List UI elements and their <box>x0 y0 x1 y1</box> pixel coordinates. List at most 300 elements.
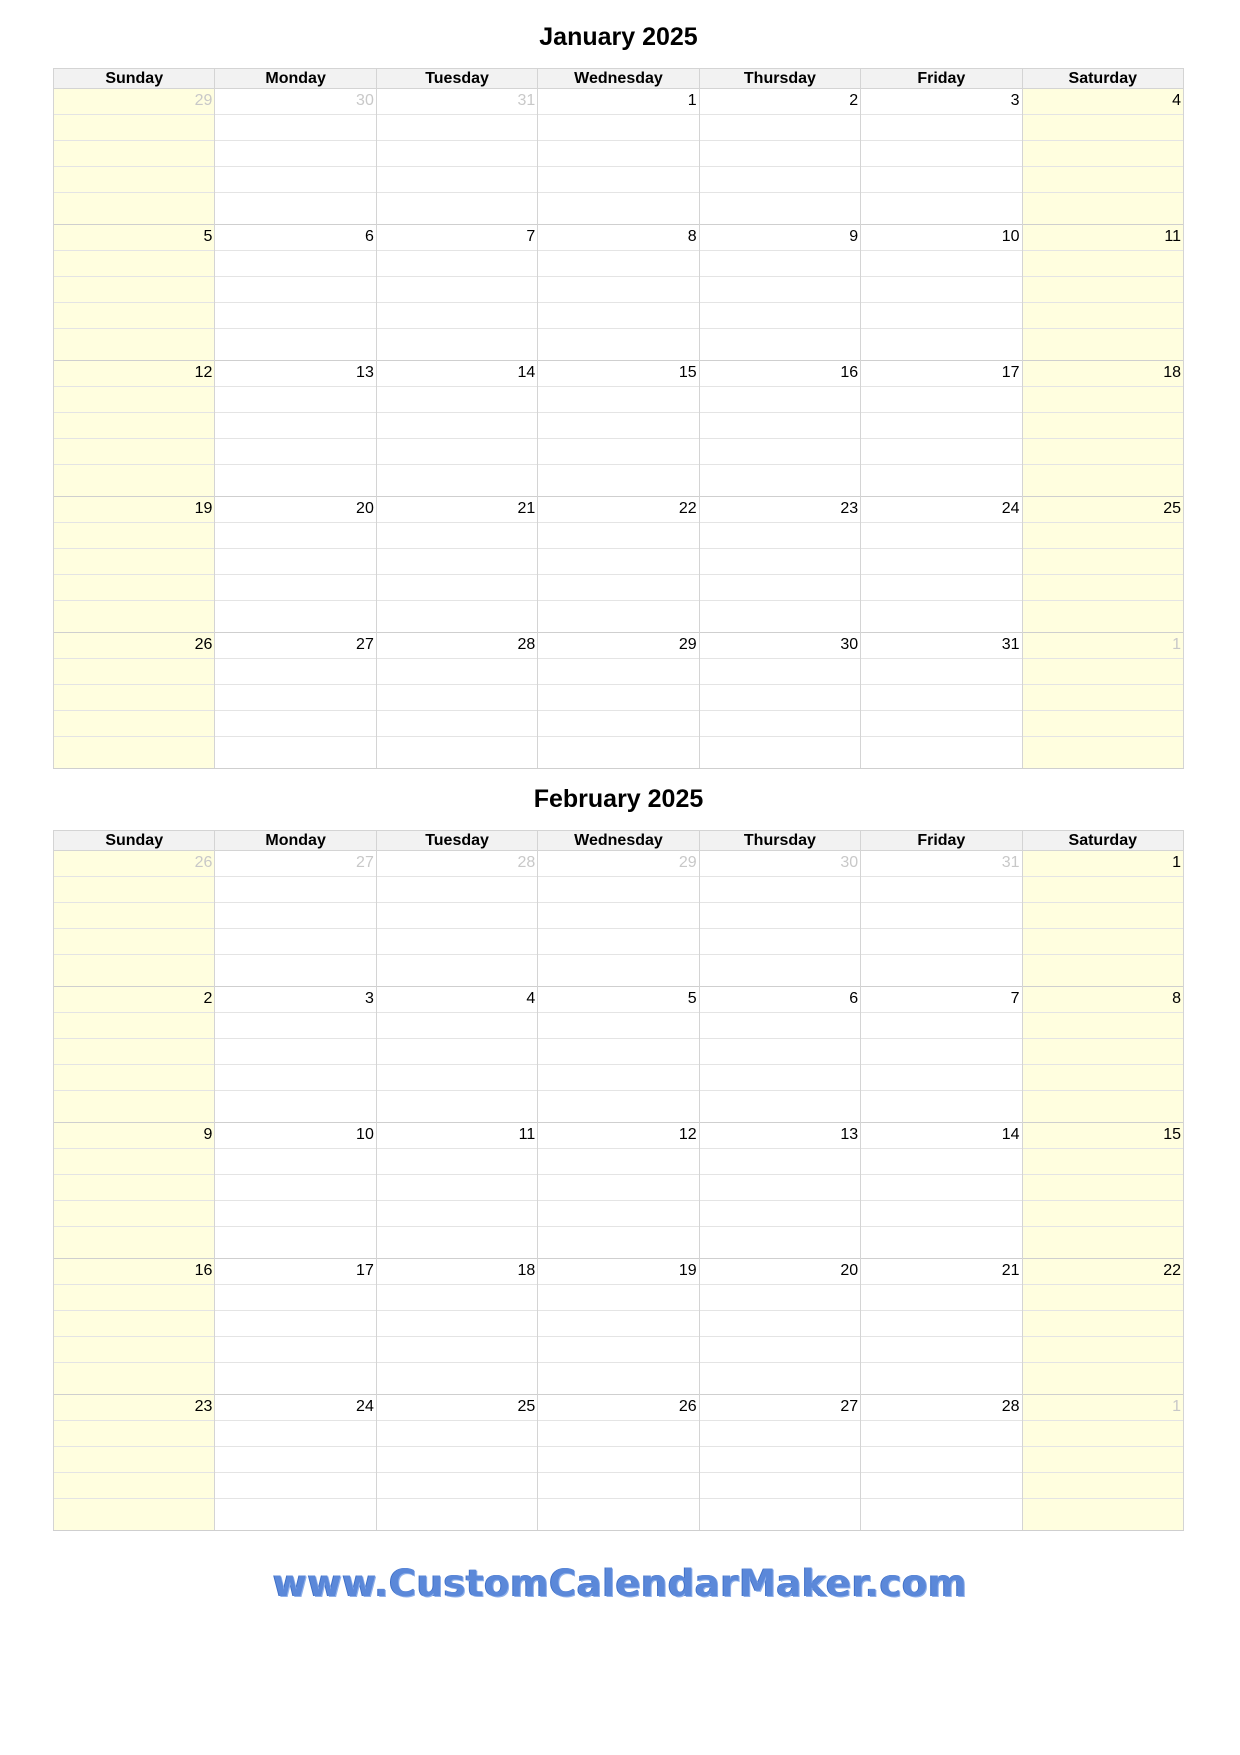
day-cell[interactable] <box>538 89 699 115</box>
note-cell[interactable] <box>376 465 537 497</box>
note-cell[interactable] <box>699 1227 860 1259</box>
note-cell[interactable] <box>1022 1311 1183 1337</box>
note-cell[interactable] <box>538 1065 699 1091</box>
note-cell[interactable] <box>376 523 537 549</box>
note-cell[interactable] <box>861 737 1022 769</box>
day-cell[interactable] <box>376 361 537 387</box>
note-cell[interactable] <box>1022 1149 1183 1175</box>
note-cell[interactable] <box>215 1013 376 1039</box>
day-cell[interactable] <box>1022 987 1183 1013</box>
day-cell[interactable] <box>538 1395 699 1421</box>
note-cell[interactable] <box>1022 1499 1183 1531</box>
note-cell[interactable] <box>699 737 860 769</box>
note-cell[interactable] <box>699 1013 860 1039</box>
note-cell[interactable] <box>215 1201 376 1227</box>
day-cell[interactable] <box>215 633 376 659</box>
note-cell[interactable] <box>538 251 699 277</box>
note-cell[interactable] <box>699 115 860 141</box>
note-cell[interactable] <box>1022 929 1183 955</box>
note-cell[interactable] <box>861 1447 1022 1473</box>
note-cell[interactable] <box>54 251 215 277</box>
note-cell[interactable] <box>376 877 537 903</box>
note-cell[interactable] <box>861 193 1022 225</box>
note-cell[interactable] <box>699 1091 860 1123</box>
note-cell[interactable] <box>699 303 860 329</box>
note-cell[interactable] <box>215 711 376 737</box>
note-cell[interactable] <box>699 601 860 633</box>
day-cell[interactable] <box>54 987 215 1013</box>
note-cell[interactable] <box>699 1175 860 1201</box>
day-cell[interactable] <box>538 987 699 1013</box>
note-cell[interactable] <box>699 251 860 277</box>
note-cell[interactable] <box>215 167 376 193</box>
note-cell[interactable] <box>1022 1473 1183 1499</box>
day-cell[interactable] <box>1022 497 1183 523</box>
note-cell[interactable] <box>376 1201 537 1227</box>
day-cell[interactable] <box>699 1395 860 1421</box>
note-cell[interactable] <box>1022 1337 1183 1363</box>
note-cell[interactable] <box>54 1091 215 1123</box>
note-cell[interactable] <box>376 1421 537 1447</box>
note-cell[interactable] <box>215 387 376 413</box>
note-cell[interactable] <box>54 277 215 303</box>
note-cell[interactable] <box>215 277 376 303</box>
note-cell[interactable] <box>1022 877 1183 903</box>
note-cell[interactable] <box>1022 1175 1183 1201</box>
note-cell[interactable] <box>538 955 699 987</box>
note-cell[interactable] <box>538 1285 699 1311</box>
note-cell[interactable] <box>1022 1065 1183 1091</box>
note-cell[interactable] <box>861 115 1022 141</box>
note-cell[interactable] <box>376 1363 537 1395</box>
note-cell[interactable] <box>861 1039 1022 1065</box>
note-cell[interactable] <box>54 1013 215 1039</box>
note-cell[interactable] <box>538 575 699 601</box>
note-cell[interactable] <box>376 1175 537 1201</box>
note-cell[interactable] <box>215 1337 376 1363</box>
note-cell[interactable] <box>376 387 537 413</box>
note-cell[interactable] <box>54 1363 215 1395</box>
note-cell[interactable] <box>538 1421 699 1447</box>
note-cell[interactable] <box>538 193 699 225</box>
note-cell[interactable] <box>538 277 699 303</box>
note-cell[interactable] <box>54 1473 215 1499</box>
note-cell[interactable] <box>699 929 860 955</box>
note-cell[interactable] <box>215 1091 376 1123</box>
note-cell[interactable] <box>861 1091 1022 1123</box>
note-cell[interactable] <box>215 1285 376 1311</box>
note-cell[interactable] <box>376 1149 537 1175</box>
day-cell[interactable] <box>1022 1395 1183 1421</box>
note-cell[interactable] <box>215 1149 376 1175</box>
note-cell[interactable] <box>215 877 376 903</box>
note-cell[interactable] <box>376 167 537 193</box>
day-cell[interactable] <box>861 851 1022 877</box>
note-cell[interactable] <box>538 1473 699 1499</box>
day-cell[interactable] <box>54 497 215 523</box>
note-cell[interactable] <box>861 575 1022 601</box>
day-cell[interactable] <box>215 1395 376 1421</box>
note-cell[interactable] <box>54 549 215 575</box>
day-cell[interactable] <box>1022 361 1183 387</box>
day-cell[interactable] <box>861 497 1022 523</box>
day-cell[interactable] <box>538 225 699 251</box>
note-cell[interactable] <box>1022 1013 1183 1039</box>
note-cell[interactable] <box>215 601 376 633</box>
note-cell[interactable] <box>538 929 699 955</box>
note-cell[interactable] <box>861 439 1022 465</box>
note-cell[interactable] <box>376 303 537 329</box>
day-cell[interactable] <box>376 1259 537 1285</box>
note-cell[interactable] <box>538 1013 699 1039</box>
note-cell[interactable] <box>538 1039 699 1065</box>
day-cell[interactable] <box>54 851 215 877</box>
note-cell[interactable] <box>376 601 537 633</box>
day-cell[interactable] <box>54 361 215 387</box>
note-cell[interactable] <box>54 167 215 193</box>
note-cell[interactable] <box>215 465 376 497</box>
note-cell[interactable] <box>538 903 699 929</box>
note-cell[interactable] <box>699 1311 860 1337</box>
note-cell[interactable] <box>861 1065 1022 1091</box>
note-cell[interactable] <box>1022 1091 1183 1123</box>
note-cell[interactable] <box>699 685 860 711</box>
note-cell[interactable] <box>215 1311 376 1337</box>
note-cell[interactable] <box>861 1013 1022 1039</box>
note-cell[interactable] <box>376 1065 537 1091</box>
note-cell[interactable] <box>861 929 1022 955</box>
note-cell[interactable] <box>54 1285 215 1311</box>
day-cell[interactable] <box>1022 89 1183 115</box>
note-cell[interactable] <box>699 413 860 439</box>
note-cell[interactable] <box>699 167 860 193</box>
note-cell[interactable] <box>376 1311 537 1337</box>
day-cell[interactable] <box>215 497 376 523</box>
note-cell[interactable] <box>54 141 215 167</box>
note-cell[interactable] <box>54 439 215 465</box>
note-cell[interactable] <box>54 465 215 497</box>
day-cell[interactable] <box>538 497 699 523</box>
note-cell[interactable] <box>699 659 860 685</box>
note-cell[interactable] <box>538 1311 699 1337</box>
note-cell[interactable] <box>54 523 215 549</box>
note-cell[interactable] <box>376 1039 537 1065</box>
note-cell[interactable] <box>861 1175 1022 1201</box>
note-cell[interactable] <box>54 685 215 711</box>
note-cell[interactable] <box>861 1285 1022 1311</box>
day-cell[interactable] <box>861 89 1022 115</box>
note-cell[interactable] <box>376 711 537 737</box>
note-cell[interactable] <box>538 413 699 439</box>
note-cell[interactable] <box>376 1013 537 1039</box>
note-cell[interactable] <box>54 955 215 987</box>
note-cell[interactable] <box>54 737 215 769</box>
note-cell[interactable] <box>538 1149 699 1175</box>
day-cell[interactable] <box>376 1395 537 1421</box>
note-cell[interactable] <box>861 1421 1022 1447</box>
note-cell[interactable] <box>54 1499 215 1531</box>
note-cell[interactable] <box>54 1175 215 1201</box>
day-cell[interactable] <box>54 89 215 115</box>
note-cell[interactable] <box>376 955 537 987</box>
note-cell[interactable] <box>215 439 376 465</box>
day-cell[interactable] <box>1022 225 1183 251</box>
note-cell[interactable] <box>1022 1447 1183 1473</box>
note-cell[interactable] <box>215 1421 376 1447</box>
note-cell[interactable] <box>861 413 1022 439</box>
day-cell[interactable] <box>54 1123 215 1149</box>
note-cell[interactable] <box>376 549 537 575</box>
note-cell[interactable] <box>1022 685 1183 711</box>
note-cell[interactable] <box>215 1473 376 1499</box>
note-cell[interactable] <box>1022 277 1183 303</box>
note-cell[interactable] <box>376 413 537 439</box>
note-cell[interactable] <box>1022 737 1183 769</box>
note-cell[interactable] <box>1022 1039 1183 1065</box>
note-cell[interactable] <box>861 1473 1022 1499</box>
day-cell[interactable] <box>1022 633 1183 659</box>
note-cell[interactable] <box>1022 659 1183 685</box>
note-cell[interactable] <box>54 1421 215 1447</box>
day-cell[interactable] <box>215 851 376 877</box>
note-cell[interactable] <box>861 877 1022 903</box>
website-link[interactable]: www.CustomCalendarMaker.com <box>272 1562 968 1605</box>
day-cell[interactable] <box>699 497 860 523</box>
note-cell[interactable] <box>699 1499 860 1531</box>
note-cell[interactable] <box>1022 413 1183 439</box>
note-cell[interactable] <box>376 277 537 303</box>
note-cell[interactable] <box>699 1065 860 1091</box>
day-cell[interactable] <box>376 987 537 1013</box>
note-cell[interactable] <box>1022 303 1183 329</box>
note-cell[interactable] <box>376 193 537 225</box>
day-cell[interactable] <box>538 851 699 877</box>
note-cell[interactable] <box>376 1473 537 1499</box>
note-cell[interactable] <box>215 193 376 225</box>
day-cell[interactable] <box>861 1123 1022 1149</box>
note-cell[interactable] <box>538 1175 699 1201</box>
note-cell[interactable] <box>861 387 1022 413</box>
note-cell[interactable] <box>376 685 537 711</box>
note-cell[interactable] <box>861 685 1022 711</box>
note-cell[interactable] <box>1022 903 1183 929</box>
note-cell[interactable] <box>1022 141 1183 167</box>
day-cell[interactable] <box>699 851 860 877</box>
note-cell[interactable] <box>861 1499 1022 1531</box>
day-cell[interactable] <box>54 633 215 659</box>
note-cell[interactable] <box>861 711 1022 737</box>
day-cell[interactable] <box>1022 1123 1183 1149</box>
note-cell[interactable] <box>376 929 537 955</box>
note-cell[interactable] <box>699 523 860 549</box>
note-cell[interactable] <box>1022 167 1183 193</box>
note-cell[interactable] <box>699 329 860 361</box>
note-cell[interactable] <box>699 1473 860 1499</box>
note-cell[interactable] <box>54 929 215 955</box>
note-cell[interactable] <box>538 523 699 549</box>
note-cell[interactable] <box>538 439 699 465</box>
note-cell[interactable] <box>538 1337 699 1363</box>
note-cell[interactable] <box>54 1227 215 1259</box>
note-cell[interactable] <box>376 659 537 685</box>
day-cell[interactable] <box>699 361 860 387</box>
note-cell[interactable] <box>54 1149 215 1175</box>
note-cell[interactable] <box>376 1285 537 1311</box>
note-cell[interactable] <box>376 251 537 277</box>
note-cell[interactable] <box>54 659 215 685</box>
note-cell[interactable] <box>538 549 699 575</box>
note-cell[interactable] <box>215 929 376 955</box>
note-cell[interactable] <box>54 303 215 329</box>
note-cell[interactable] <box>54 1039 215 1065</box>
day-cell[interactable] <box>861 987 1022 1013</box>
day-cell[interactable] <box>376 633 537 659</box>
note-cell[interactable] <box>1022 329 1183 361</box>
day-cell[interactable] <box>54 225 215 251</box>
day-cell[interactable] <box>861 633 1022 659</box>
note-cell[interactable] <box>861 601 1022 633</box>
day-cell[interactable] <box>538 1259 699 1285</box>
note-cell[interactable] <box>376 329 537 361</box>
note-cell[interactable] <box>699 955 860 987</box>
note-cell[interactable] <box>699 439 860 465</box>
note-cell[interactable] <box>538 303 699 329</box>
note-cell[interactable] <box>215 955 376 987</box>
day-cell[interactable] <box>538 633 699 659</box>
note-cell[interactable] <box>376 439 537 465</box>
note-cell[interactable] <box>215 1447 376 1473</box>
note-cell[interactable] <box>699 549 860 575</box>
note-cell[interactable] <box>54 711 215 737</box>
note-cell[interactable] <box>1022 601 1183 633</box>
note-cell[interactable] <box>538 1201 699 1227</box>
note-cell[interactable] <box>861 329 1022 361</box>
note-cell[interactable] <box>538 141 699 167</box>
note-cell[interactable] <box>861 141 1022 167</box>
note-cell[interactable] <box>538 877 699 903</box>
note-cell[interactable] <box>861 1363 1022 1395</box>
note-cell[interactable] <box>54 329 215 361</box>
note-cell[interactable] <box>376 141 537 167</box>
note-cell[interactable] <box>1022 465 1183 497</box>
day-cell[interactable] <box>215 1259 376 1285</box>
note-cell[interactable] <box>54 413 215 439</box>
note-cell[interactable] <box>215 523 376 549</box>
note-cell[interactable] <box>54 601 215 633</box>
note-cell[interactable] <box>215 115 376 141</box>
note-cell[interactable] <box>861 1149 1022 1175</box>
note-cell[interactable] <box>215 659 376 685</box>
note-cell[interactable] <box>538 465 699 497</box>
note-cell[interactable] <box>376 115 537 141</box>
note-cell[interactable] <box>538 167 699 193</box>
note-cell[interactable] <box>699 1039 860 1065</box>
note-cell[interactable] <box>699 1363 860 1395</box>
note-cell[interactable] <box>215 329 376 361</box>
day-cell[interactable] <box>699 1123 860 1149</box>
note-cell[interactable] <box>1022 955 1183 987</box>
day-cell[interactable] <box>54 1395 215 1421</box>
day-cell[interactable] <box>215 987 376 1013</box>
note-cell[interactable] <box>54 193 215 225</box>
note-cell[interactable] <box>538 711 699 737</box>
note-cell[interactable] <box>215 1499 376 1531</box>
note-cell[interactable] <box>215 1363 376 1395</box>
note-cell[interactable] <box>699 1201 860 1227</box>
note-cell[interactable] <box>376 1227 537 1259</box>
note-cell[interactable] <box>215 251 376 277</box>
note-cell[interactable] <box>1022 549 1183 575</box>
day-cell[interactable] <box>1022 851 1183 877</box>
day-cell[interactable] <box>376 851 537 877</box>
note-cell[interactable] <box>538 685 699 711</box>
note-cell[interactable] <box>1022 1201 1183 1227</box>
note-cell[interactable] <box>376 903 537 929</box>
note-cell[interactable] <box>861 903 1022 929</box>
note-cell[interactable] <box>215 141 376 167</box>
note-cell[interactable] <box>861 303 1022 329</box>
note-cell[interactable] <box>54 1201 215 1227</box>
note-cell[interactable] <box>215 303 376 329</box>
note-cell[interactable] <box>215 413 376 439</box>
note-cell[interactable] <box>215 685 376 711</box>
note-cell[interactable] <box>861 523 1022 549</box>
note-cell[interactable] <box>1022 387 1183 413</box>
note-cell[interactable] <box>861 1201 1022 1227</box>
note-cell[interactable] <box>376 737 537 769</box>
note-cell[interactable] <box>1022 575 1183 601</box>
note-cell[interactable] <box>1022 711 1183 737</box>
note-cell[interactable] <box>699 1421 860 1447</box>
note-cell[interactable] <box>215 549 376 575</box>
note-cell[interactable] <box>538 1363 699 1395</box>
note-cell[interactable] <box>538 1227 699 1259</box>
note-cell[interactable] <box>699 465 860 497</box>
day-cell[interactable] <box>215 89 376 115</box>
note-cell[interactable] <box>861 1227 1022 1259</box>
note-cell[interactable] <box>1022 439 1183 465</box>
note-cell[interactable] <box>861 1337 1022 1363</box>
note-cell[interactable] <box>54 575 215 601</box>
note-cell[interactable] <box>538 1499 699 1531</box>
note-cell[interactable] <box>538 115 699 141</box>
note-cell[interactable] <box>861 955 1022 987</box>
day-cell[interactable] <box>1022 1259 1183 1285</box>
note-cell[interactable] <box>538 659 699 685</box>
note-cell[interactable] <box>54 903 215 929</box>
day-cell[interactable] <box>54 1259 215 1285</box>
note-cell[interactable] <box>699 277 860 303</box>
day-cell[interactable] <box>699 987 860 1013</box>
note-cell[interactable] <box>1022 1285 1183 1311</box>
note-cell[interactable] <box>376 1337 537 1363</box>
day-cell[interactable] <box>699 225 860 251</box>
note-cell[interactable] <box>699 1285 860 1311</box>
day-cell[interactable] <box>538 361 699 387</box>
note-cell[interactable] <box>215 1039 376 1065</box>
note-cell[interactable] <box>215 903 376 929</box>
note-cell[interactable] <box>376 1447 537 1473</box>
note-cell[interactable] <box>54 387 215 413</box>
note-cell[interactable] <box>699 1149 860 1175</box>
day-cell[interactable] <box>861 225 1022 251</box>
note-cell[interactable] <box>54 1311 215 1337</box>
note-cell[interactable] <box>54 115 215 141</box>
note-cell[interactable] <box>861 251 1022 277</box>
note-cell[interactable] <box>215 1175 376 1201</box>
day-cell[interactable] <box>699 89 860 115</box>
note-cell[interactable] <box>1022 523 1183 549</box>
